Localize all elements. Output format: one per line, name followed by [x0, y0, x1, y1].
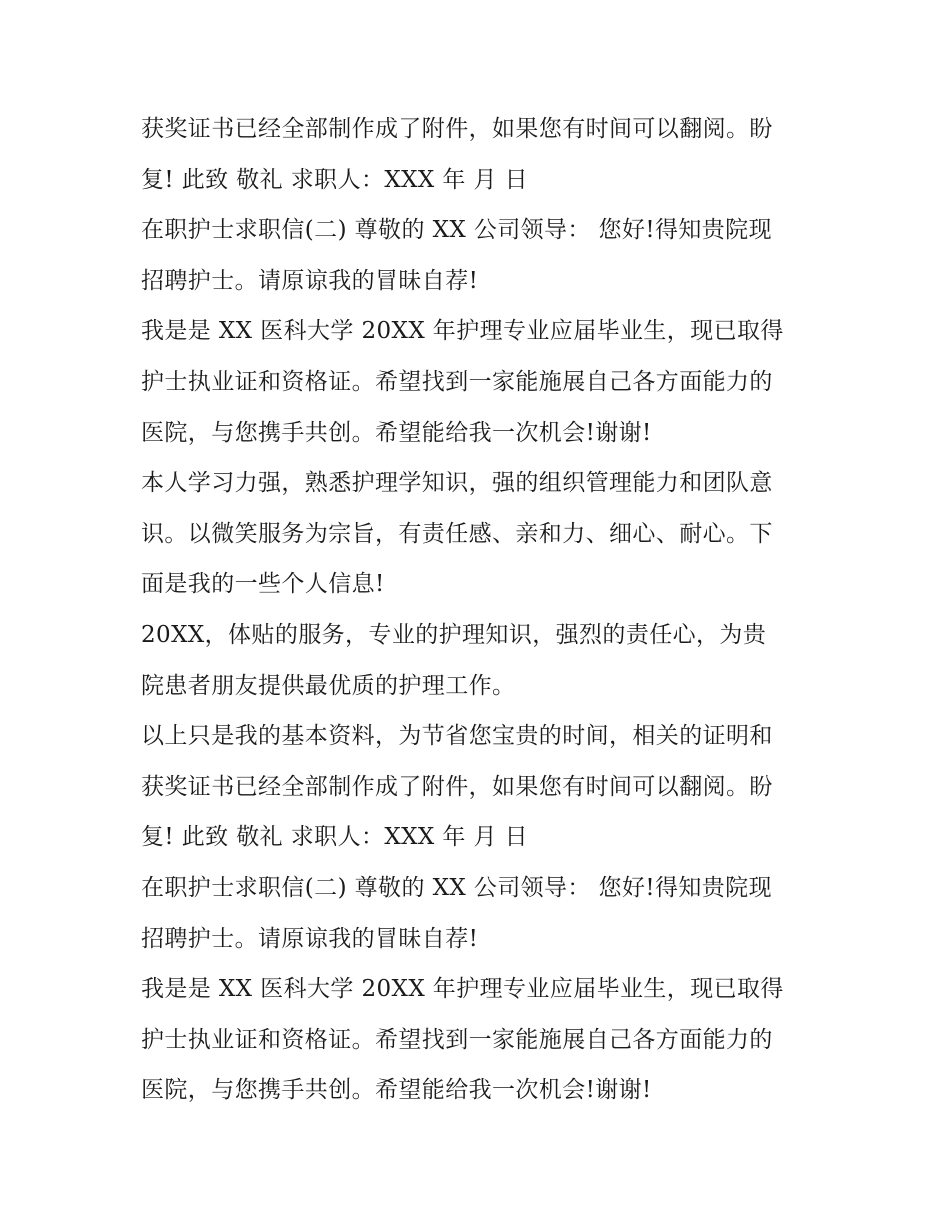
text-line: 我是是 XX 医科大学 20XX 年护理专业应届毕业生，现已取得 — [141, 318, 784, 345]
text-line: 护士执业证和资格证。希望找到一家能施展自己各方面能力的 — [141, 368, 773, 395]
text-line: 院患者朋友提供最优质的护理工作。 — [141, 672, 516, 699]
text-line: 医院，与您携手共创。希望能给我一次机会!谢谢! — [141, 1077, 652, 1104]
text-line: 在职护士求职信(二) 尊敬的 XX 公司领导： 您好!得知贵院现 — [141, 874, 772, 901]
text-line: 获奖证书已经全部制作成了附件，如果您有时间可以翻阅。盼 — [141, 773, 773, 800]
text-line: 识。以微笑服务为宗旨，有责任感、亲和力、细心、耐心。下 — [141, 520, 773, 547]
text-line: 复! 此致 敬礼 求职人：XXX 年 月 日 — [141, 166, 529, 193]
text-line: 医院，与您携手共创。希望能给我一次机会!谢谢! — [141, 419, 652, 446]
text-line: 在职护士求职信(二) 尊敬的 XX 公司领导： 您好!得知贵院现 — [141, 217, 772, 244]
text-line: 本人学习力强，熟悉护理学知识，强的组织管理能力和团队意 — [141, 470, 773, 497]
text-line: 护士执业证和资格证。希望找到一家能施展自己各方面能力的 — [141, 1026, 773, 1053]
text-line: 招聘护士。请原谅我的冒昧自荐! — [141, 925, 479, 952]
text-line: 获奖证书已经全部制作成了附件，如果您有时间可以翻阅。盼 — [141, 116, 773, 142]
text-line: 复! 此致 敬礼 求职人：XXX 年 月 日 — [141, 824, 529, 851]
text-line: 我是是 XX 医科大学 20XX 年护理专业应届毕业生，现已取得 — [141, 976, 784, 1003]
text-line: 以上只是我的基本资料，为节省您宝贵的时间，相关的证明和 — [141, 723, 773, 750]
text-line: 面是我的一些个人信息! — [141, 571, 385, 598]
document-body — [141, 104, 821, 1116]
text-line: 20XX，体贴的服务，专业的护理知识，强烈的责任心，为贵 — [141, 621, 767, 648]
text-line: 招聘护士。请原谅我的冒昧自荐! — [141, 267, 479, 294]
